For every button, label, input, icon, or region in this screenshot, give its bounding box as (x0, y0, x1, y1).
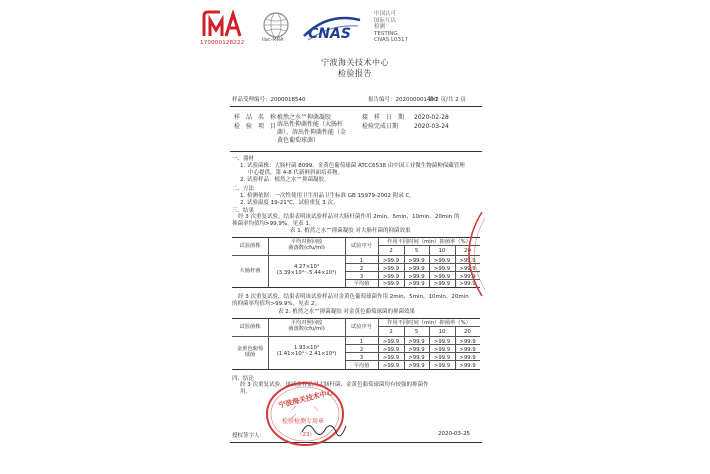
finish-label: 检验完成日期 (362, 123, 399, 130)
rate-cell: >99.9 (433, 346, 451, 353)
repeat-no: 平均值 (353, 281, 370, 287)
cma-number: 170000128222 (200, 40, 245, 46)
signer-label: 授权签字人： (232, 433, 266, 439)
result-paragraph-1 (232, 214, 460, 228)
col-count-line: 平均对照回收 (290, 320, 323, 326)
result-paragraph-2 (232, 294, 469, 308)
signature-icon (300, 418, 348, 438)
rate-cell: >99.9 (433, 338, 451, 345)
rate-cell: >99.9 (382, 281, 400, 287)
conclusion-line: 用。 (240, 389, 252, 395)
report-title: 检验报告 (338, 69, 372, 78)
rate-cell: >99.9 (433, 281, 451, 287)
repeat-no: 2 (359, 346, 364, 353)
sample-no: 2000018540 (270, 97, 306, 103)
items-text (277, 121, 346, 145)
strain-cell (232, 346, 268, 358)
method-line: 1. 检测依据：一次性使用卫生用品卫生标准 GB 15979-2002 附录 C。 (240, 193, 415, 199)
equipment-line: 中心提供，第 4-8 代新鲜斜面培养物。 (248, 170, 343, 176)
rate-cell: >99.9 (382, 273, 400, 280)
col-count-header (268, 239, 345, 251)
seal-center-text: 检验检测专用章 (282, 418, 325, 425)
col-rate-header: 作用不同时间（min）抑菌率（%） (387, 319, 471, 326)
rate-cell: >99.9 (382, 362, 400, 369)
rate-cell: >99.9 (433, 257, 451, 264)
rate-cell: >99.9 (459, 257, 476, 264)
strain-line: 球菌 (244, 352, 256, 358)
col-repeat-header: 试验序号 (350, 243, 373, 249)
time-header: 10 (438, 247, 446, 254)
table-2-caption: 表 2. 植然之水™抑菌凝胶 对金黄色葡萄球菌的抑菌效果 (278, 309, 415, 315)
handwritten-signature (300, 418, 348, 438)
report-date: 2020-03-25 (438, 431, 470, 437)
rate-cell: >99.9 (382, 346, 400, 353)
rate-cell: >99.9 (459, 354, 476, 361)
cma-logo-icon (200, 10, 244, 40)
sample-name: 植然之水™抑菌凝胶 (277, 114, 332, 121)
sample-name-label: 样 品 名 称 (234, 114, 277, 121)
receive-label: 接 样 日 期 (362, 114, 405, 121)
rate-cell: >99.9 (408, 338, 425, 345)
cnas-line: 中国认可 (374, 11, 397, 17)
perforation-seal-icon (452, 210, 488, 298)
col-repeat-header: 试验序号 (350, 324, 373, 330)
section-conclusion-title: 四、结论 (232, 376, 255, 382)
cnas-caption (374, 11, 408, 44)
count-value: 1.93×10⁴ (293, 345, 320, 351)
table-rule (232, 287, 480, 288)
col-count-header (268, 320, 345, 332)
section-result-title: 三、结果 (232, 208, 255, 214)
rate-cell: >99.9 (433, 354, 451, 361)
equipment-line: 2. 试验样品：植然之水™抑菌凝胶。 (240, 177, 330, 183)
rate-cell: >99.9 (459, 346, 476, 353)
rate-cell: >99.9 (408, 265, 425, 272)
count-range: (1.41×10⁴～2.41×10⁴) (276, 351, 337, 357)
time-header: 2 (389, 247, 393, 254)
result-line: 抑菌率均值均>99.9%，见表 1。 (232, 221, 315, 227)
repeat-no: 平均值 (353, 362, 370, 369)
org-title: 宁波海关技术中心 (321, 58, 389, 67)
cnas-logo (298, 10, 364, 48)
count-cell (268, 345, 345, 357)
repeat-no: 1 (359, 338, 364, 345)
method-line: 2. 试验温度 19-21℃，试验重复 3 次。 (240, 200, 339, 206)
page-indicator: 第 2 页/共 2 页 (428, 97, 466, 103)
table-rule (232, 336, 480, 337)
section-equipment-title: 一、器材 (232, 156, 255, 162)
time-header: 20 (464, 328, 471, 335)
col-strain-header: 试验菌株 (239, 324, 261, 330)
result-line: 的抑菌率均值均>99.9%。见表 2。 (232, 301, 320, 307)
sample-no-label: 样品受理编号： (232, 97, 271, 103)
ilac-logo (258, 10, 294, 46)
count-range: (3.39×10⁴～5.44×10⁴) (276, 270, 337, 276)
table-rule (232, 369, 480, 370)
equipment-line: 1. 试验菌株：大肠杆菌 8099、金黄色葡萄球菌 ATCC6538 由中国工业微生物菌种保藏管理 (240, 163, 465, 169)
report-no-label: 报告编号： (368, 97, 396, 103)
receive-date: 2020-02-28 (414, 114, 449, 121)
rate-cell: >99.9 (408, 273, 425, 280)
col-count-line: 菌落数(cfu/ml) (288, 245, 325, 251)
rate-cell: >99.9 (459, 281, 476, 287)
report-no: 202000001490 (395, 97, 438, 103)
rate-cell: >99.9 (459, 362, 476, 369)
cnas-text: CNAS (308, 26, 351, 42)
section-equipment-body (240, 163, 465, 184)
col-strain-header: 试验菌株 (239, 243, 261, 249)
rate-cell: >99.9 (408, 346, 425, 353)
rate-cell: >99.9 (382, 265, 400, 272)
rate-cell: >99.9 (459, 273, 476, 280)
col-count-line: 菌落数(cfu/ml) (288, 326, 325, 332)
cnas-line: 检测 (374, 24, 386, 30)
table-rule (232, 255, 480, 256)
rate-cell: >99.9 (408, 281, 425, 287)
sample-no-row (232, 97, 306, 104)
rate-cell: >99.9 (382, 354, 400, 361)
items-line: 菌）、溶出性抑菌性能（金 (277, 129, 347, 136)
rate-cell: >99.9 (433, 362, 451, 369)
side-seal (452, 210, 488, 298)
cnas-line: CNAS L0317 (374, 37, 409, 43)
seal-ring-text: 宁波海关技术中心 (277, 388, 335, 410)
time-header: 5 (414, 328, 419, 335)
cma-logo (200, 10, 244, 50)
rate-cell: >99.9 (408, 257, 425, 264)
rate-cell: >99.9 (459, 265, 476, 272)
seal-bottom-text: （23） (297, 432, 315, 438)
finish-date: 2020-03-24 (414, 123, 449, 130)
strain-cell: 大肠杆菌 (239, 268, 261, 274)
result-line: 经 3 次重复试验，结果表明该试验样品对大肠杆菌作用 2min、5min、10min、20min 的 (238, 214, 460, 220)
rate-cell: >99.9 (433, 273, 451, 280)
section-method-body (240, 193, 415, 207)
time-header: 5 (414, 247, 419, 254)
cnas-line: 国际互认 (374, 17, 397, 24)
result-line: 经 3 次重复试验，结果表明该试验样品对金黄色葡萄球菌作用 2min、5min、10min、20min (238, 294, 469, 300)
rate-cell: >99.9 (433, 265, 451, 272)
repeat-no: 3 (359, 354, 364, 361)
col-count-line: 平均对照回收 (290, 239, 323, 245)
col-rate-header: 作用不同时间（min）抑菌率（%） (387, 238, 471, 245)
rate-cell: >99.9 (408, 362, 425, 369)
items-line: 黄色葡萄球菌） (277, 137, 320, 144)
cnas-line: TESTING (374, 30, 398, 37)
rate-cell: >99.9 (382, 338, 400, 345)
repeat-no: 2 (359, 265, 364, 272)
section-method-title: 二、方法 (232, 186, 255, 192)
items-line: 溶出性抑菌性能（大肠杆 (277, 121, 344, 128)
strain-line: 金黄色葡萄 (236, 346, 264, 352)
ilac-text: ilac-MRA (262, 37, 284, 43)
repeat-no: 1 (359, 257, 364, 264)
rate-cell: >99.9 (408, 354, 425, 361)
time-header: 20 (464, 247, 471, 254)
rate-cell: >99.9 (459, 338, 476, 345)
info-rule (230, 151, 482, 152)
time-header: 2 (389, 328, 393, 335)
header-rule (230, 106, 482, 107)
rate-cell: >99.9 (382, 257, 400, 264)
count-value: 4.27×10⁴ (293, 264, 320, 270)
count-cell (268, 264, 345, 276)
items-label: 检 验 项 目 (234, 123, 277, 130)
conclusion-line: 经 3 次重复试验，该试验样品对大肠杆菌、金黄色葡萄球菌均有较强的抑菌作 (240, 382, 429, 388)
table-1-caption: 表 1. 植然之水™抑菌凝胶 对大肠杆菌的抑菌效果 (290, 228, 411, 234)
repeat-no: 3 (359, 273, 364, 280)
time-header: 10 (438, 328, 446, 335)
